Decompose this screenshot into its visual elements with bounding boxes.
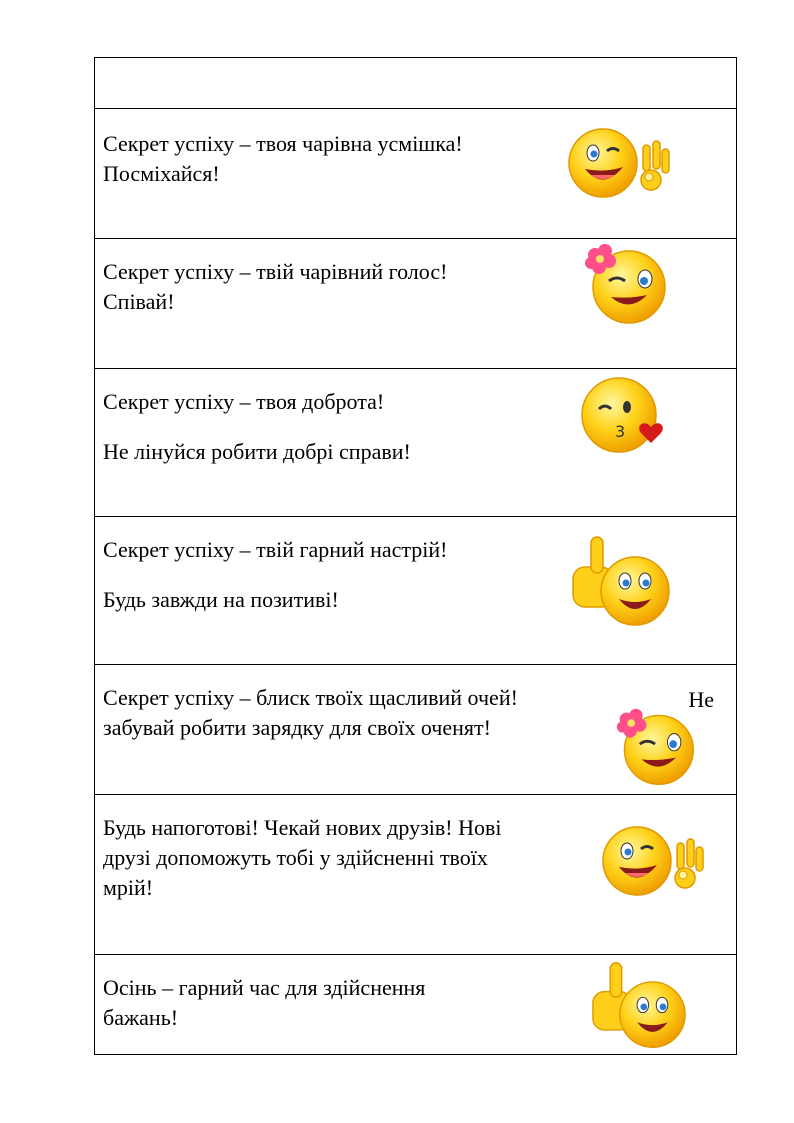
card-row (95, 794, 736, 954)
thumbs-up-smile-icon (569, 531, 673, 631)
card-line: забувай робити зарядку для своїх оченят! (103, 715, 491, 740)
card-row (95, 516, 736, 664)
card-line: Співай! (103, 289, 175, 314)
thumbs-up-smile-icon (589, 957, 689, 1053)
card-line: Секрет успіху – твоя доброта! (103, 389, 385, 414)
card-line: бажань! (103, 1005, 179, 1030)
card-line: Секрет успіху – блиск твоїх щасливий очей! (103, 685, 518, 710)
ok-hand-smile-icon (599, 823, 709, 903)
card-row (95, 954, 736, 1054)
svg-text:3: 3 (615, 422, 626, 441)
card-row (95, 108, 736, 238)
card-row (95, 664, 736, 794)
card-line: Секрет успіху – твій чарівний голос! (103, 259, 448, 284)
kiss-heart-icon (579, 375, 669, 455)
card-line: мрій! (103, 875, 154, 900)
card-line-continuation: Не (688, 687, 714, 712)
cards-table (94, 57, 737, 1055)
ok-hand-smile-icon (565, 125, 675, 205)
card-row (95, 238, 736, 368)
card-line: Осінь – гарний час для здійснення (103, 975, 426, 1000)
card-line: Секрет успіху – твоя чарівна усмішка! (103, 131, 463, 156)
card-line: Секрет успіху – твій гарний настрій! (103, 537, 448, 562)
card-line: Не лінуйся робити добрі справи! (103, 439, 411, 464)
empty-header-row (95, 58, 736, 108)
card-line: Посміхайся! (103, 161, 220, 186)
wink-flower-icon (581, 241, 671, 327)
card-line: Будь напоготові! Чекай нових друзів! Нові (103, 815, 502, 840)
wink-flower-icon (613, 705, 699, 789)
card-line: друзі допоможуть тобі у здійсненні твоїх (103, 845, 488, 870)
card-row (95, 368, 736, 516)
card-line: Будь завжди на позитиві! (103, 587, 339, 612)
